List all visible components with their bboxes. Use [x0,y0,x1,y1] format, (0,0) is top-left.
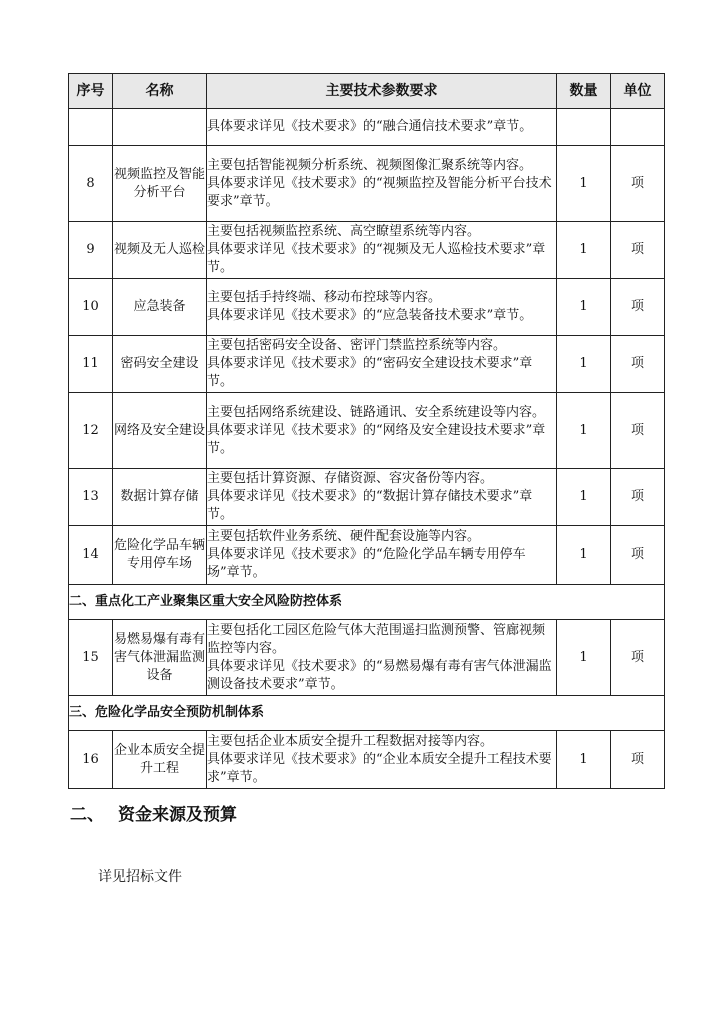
table-row [69,336,665,393]
row-quantity: 1 [557,222,611,279]
row-requirements: 主要包括计算资源、存储资源、容灾备份等内容。 具体要求详见《技术要求》的“数据计算存储技术要求”章节。 [207,469,557,526]
row-name: 网络及安全建设 [113,393,207,469]
row-requirements: 主要包括手持终端、移动布控球等内容。 具体要求详见《技术要求》的“应急装备技术要求”章节。 [207,279,557,336]
header-unit: 单位 [611,74,665,109]
table-row [69,526,665,585]
row-no: 14 [69,526,113,585]
row-requirements: 主要包括智能视频分析系统、视频图像汇聚系统等内容。 具体要求详见《技术要求》的“视频监控及智能分析平台技术要求”章节。 [207,146,557,222]
row-requirements: 主要包括网络系统建设、链路通讯、安全系统建设等内容。 具体要求详见《技术要求》的“网络及安全建设技术要求”章节。 [207,393,557,469]
row-no: 16 [69,731,113,789]
section-title: 二、重点化工产业聚集区重大安全风险防控体系 [69,585,665,620]
section-row [69,585,665,620]
row-quantity: 1 [557,469,611,526]
row-quantity: 1 [557,526,611,585]
header-quantity: 数量 [557,74,611,109]
row-quantity: 1 [557,146,611,222]
row-no: 15 [69,620,113,696]
row-no: 8 [69,146,113,222]
row-unit: 项 [611,526,665,585]
table-row [69,731,665,789]
section-heading-title: 资金来源及预算 [118,805,237,825]
section-row [69,696,665,731]
row-name: 视频及无人巡检 [113,222,207,279]
header-requirements: 主要技术参数要求 [207,74,557,109]
row-name: 易燃易爆有毒有害气体泄漏监测设备 [113,620,207,696]
row-no: 10 [69,279,113,336]
row-unit: 项 [611,279,665,336]
section-heading-number: 二、 [70,805,104,825]
row-quantity: 1 [557,336,611,393]
row-requirements: 主要包括视频监控系统、高空瞭望系统等内容。 具体要求详见《技术要求》的“视频及无人巡检技术要求”章节。 [207,222,557,279]
row-name: 数据计算存储 [113,469,207,526]
row-name: 危险化学品车辆专用停车场 [113,526,207,585]
row-unit: 项 [611,336,665,393]
row-requirements: 主要包括密码安全设备、密评门禁监控系统等内容。 具体要求详见《技术要求》的“密码安全建设技术要求”章节。 [207,336,557,393]
row-quantity: 1 [557,620,611,696]
row-name: 企业本质安全提升工程 [113,731,207,789]
row-quantity: 1 [557,731,611,789]
row-unit: 项 [611,469,665,526]
row-requirements: 主要包括化工园区危险气体大范围遥扫监测预警、管廊视频监控等内容。 具体要求详见《技术要求》的“易燃易爆有毒有害气体泄漏监测设备技术要求”章节。 [207,620,557,696]
technical-spec-table [68,73,665,789]
header-name: 名称 [113,74,207,109]
row-unit: 项 [611,222,665,279]
row-quantity: 1 [557,393,611,469]
table-header-row [69,74,665,109]
section-title: 三、危险化学品安全预防机制体系 [69,696,665,731]
row-requirements: 具体要求详见《技术要求》的“融合通信技术要求”章节。 [207,109,557,146]
row-requirements: 主要包括企业本质安全提升工程数据对接等内容。 具体要求详见《技术要求》的“企业本质安全提升工程技术要求”章节。 [207,731,557,789]
row-unit: 项 [611,731,665,789]
row-quantity: 1 [557,279,611,336]
row-requirements: 主要包括软件业务系统、硬件配套设施等内容。 具体要求详见《技术要求》的“危险化学品车辆专用停车场”章节。 [207,526,557,585]
row-unit: 项 [611,620,665,696]
table-row [69,146,665,222]
row-no: 9 [69,222,113,279]
table-row [69,222,665,279]
row-name: 密码安全建设 [113,336,207,393]
table-row [69,393,665,469]
row-name: 视频监控及智能分析平台 [113,146,207,222]
table-row [69,469,665,526]
section-heading [70,800,237,825]
table-row [69,279,665,336]
header-no: 序号 [69,74,113,109]
row-name: 应急装备 [113,279,207,336]
row-no: 13 [69,469,113,526]
row-unit: 项 [611,146,665,222]
row-no: 11 [69,336,113,393]
row-no: 12 [69,393,113,469]
table-row [69,109,665,146]
body-text: 详见招标文件 [98,869,182,885]
row-unit: 项 [611,393,665,469]
table-row [69,620,665,696]
